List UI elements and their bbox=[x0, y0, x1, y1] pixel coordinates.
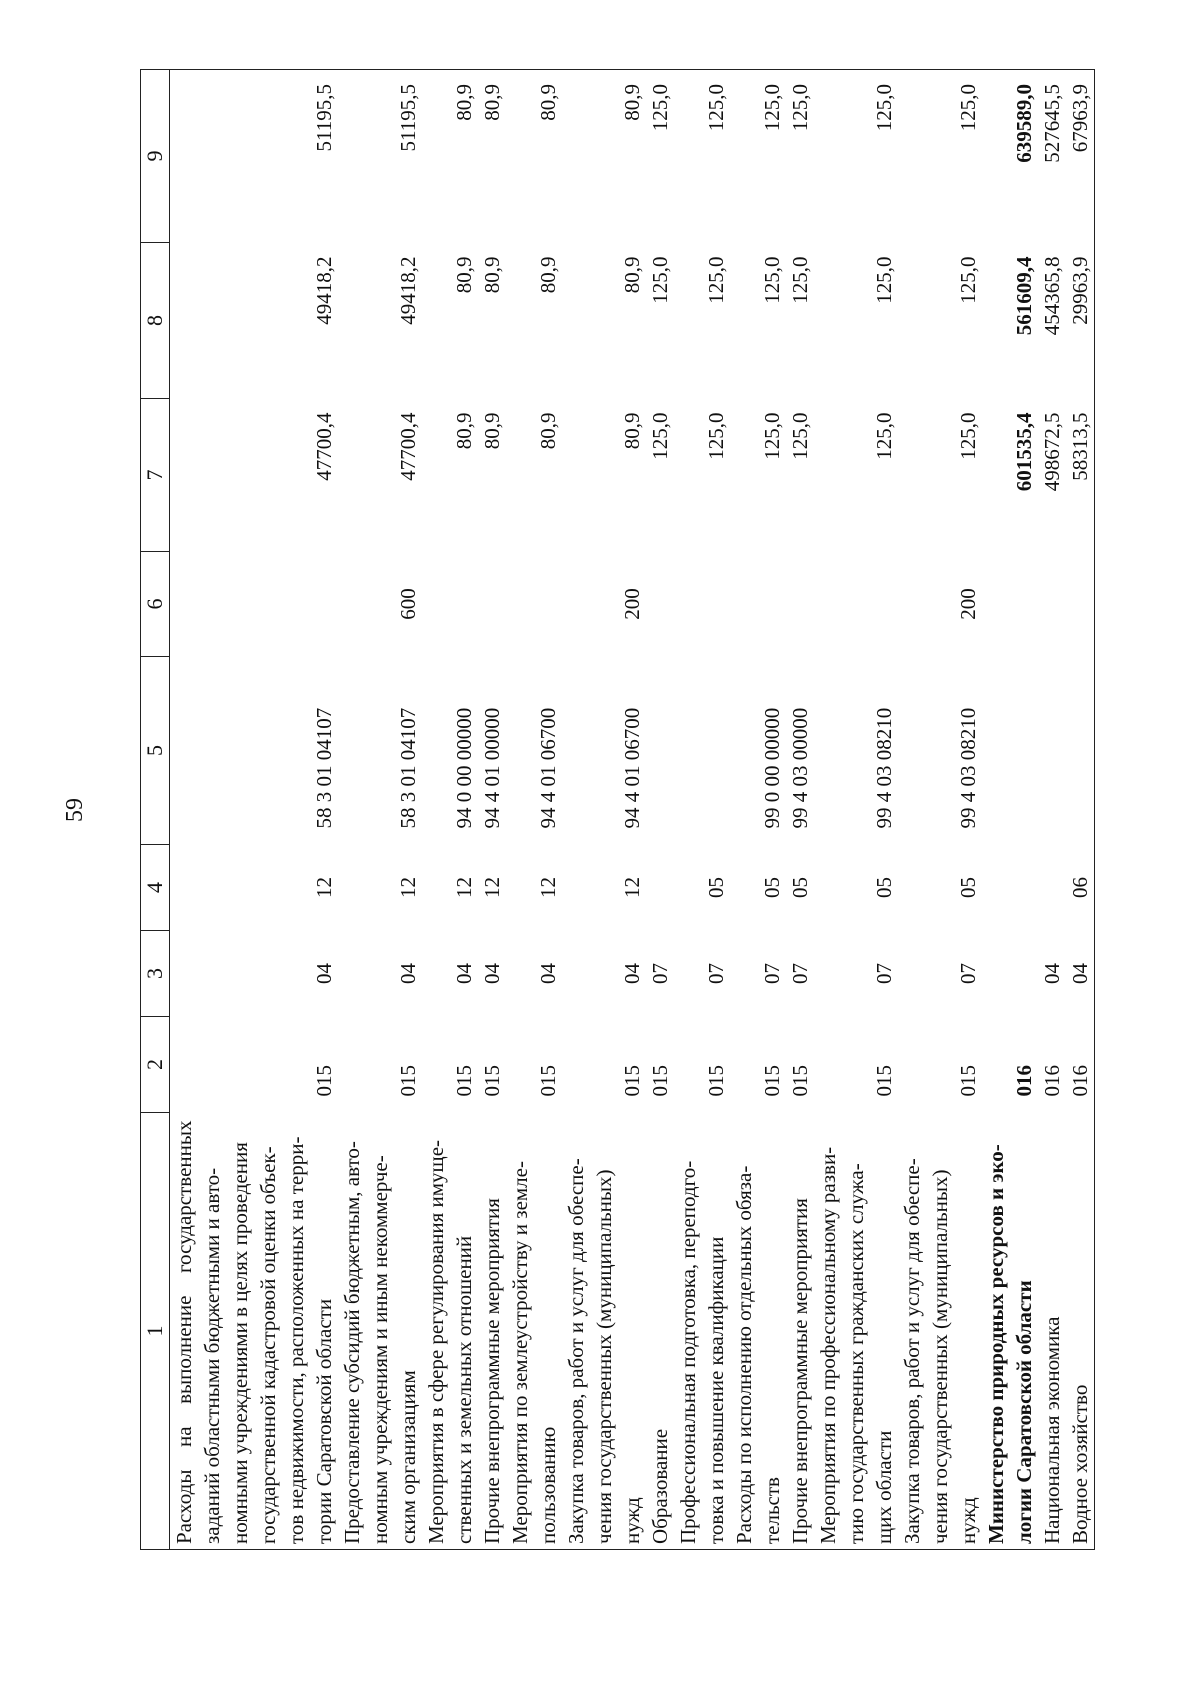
description-line: логии Саратовской области bbox=[1012, 1280, 1036, 1544]
cell-col-3 bbox=[982, 931, 1038, 1017]
cell-col-4 bbox=[1038, 845, 1095, 931]
cell-value: 600 bbox=[396, 588, 420, 620]
cell-value bbox=[1066, 556, 1094, 653]
cell-col-3 bbox=[338, 931, 422, 1017]
cell-col-4 bbox=[898, 845, 982, 931]
cell-value: 639589,0 bbox=[1012, 84, 1036, 163]
cell-col-5 bbox=[422, 657, 506, 845]
row-description bbox=[562, 1113, 674, 1550]
cell-value: 125,0 bbox=[788, 412, 812, 460]
cell-value: 125,0 bbox=[704, 84, 728, 132]
cell-value: 80,9 bbox=[480, 84, 504, 121]
cell-value: 80,9 bbox=[536, 412, 560, 450]
cell-value: 015 bbox=[396, 1065, 420, 1097]
cell-value: 015 bbox=[536, 1065, 560, 1097]
cell-col-5 bbox=[674, 657, 730, 845]
cell-col-7 bbox=[338, 399, 422, 552]
cell-value: 125,0 bbox=[956, 412, 980, 460]
cell-value: 12 bbox=[480, 877, 504, 898]
cell-col-4 bbox=[170, 845, 339, 931]
cell-value: 58 3 01 04107 bbox=[312, 707, 336, 829]
cell-value: 125,0 bbox=[872, 256, 896, 304]
cell-value: 015 bbox=[956, 1065, 980, 1097]
description-line: нужд bbox=[620, 1497, 644, 1544]
description-line: Образование bbox=[648, 1428, 672, 1544]
cell-value: 015 bbox=[788, 1065, 812, 1097]
budget-table bbox=[140, 69, 1095, 1550]
cell-col-4 bbox=[422, 845, 506, 931]
description-line: щих области bbox=[872, 1430, 896, 1544]
cell-value: 07 bbox=[956, 963, 980, 984]
cell-value: 454365,8 bbox=[1040, 256, 1064, 336]
description-line: номными учреждениями в целях проведения bbox=[228, 1142, 252, 1544]
cell-value: 94 0 00 00000 bbox=[452, 707, 476, 829]
table-row bbox=[506, 70, 562, 1550]
cell-col-2 bbox=[562, 1017, 674, 1113]
cell-value: 016 bbox=[1040, 1065, 1064, 1097]
cell-col-5 bbox=[170, 657, 339, 845]
row-description bbox=[674, 1113, 730, 1550]
cell-value bbox=[1010, 849, 1038, 927]
cell-value: 015 bbox=[704, 1065, 728, 1097]
cell-value: 80,9 bbox=[452, 84, 476, 121]
cell-col-2 bbox=[506, 1017, 562, 1113]
cell-col-6 bbox=[898, 552, 982, 657]
cell-col-6 bbox=[982, 552, 1038, 657]
description-line: Министерство природных ресурсов и эко- bbox=[984, 1144, 1008, 1544]
rotated-page bbox=[62, 70, 1175, 1550]
cell-col-5 bbox=[506, 657, 562, 845]
cell-value: 125,0 bbox=[788, 256, 812, 304]
cell-col-8 bbox=[170, 243, 339, 399]
cell-value: 04 bbox=[1040, 963, 1064, 984]
cell-col-7 bbox=[814, 399, 898, 552]
cell-value: 29963,9 bbox=[1068, 256, 1092, 325]
description-line: номным учреждениям и иным некоммерче- bbox=[368, 1155, 392, 1544]
cell-value: 04 bbox=[620, 963, 644, 984]
cell-value: 80,9 bbox=[536, 84, 560, 121]
cell-value: 125,0 bbox=[648, 256, 672, 304]
row-description bbox=[814, 1113, 898, 1550]
cell-value: 12 bbox=[312, 877, 336, 898]
cell-value: 05 bbox=[788, 877, 812, 898]
description-line: Мероприятия по землеустройству и земле- bbox=[508, 1161, 532, 1544]
cell-value: 94 4 01 06700 bbox=[536, 707, 560, 829]
cell-col-8 bbox=[898, 243, 982, 399]
cell-col-7 bbox=[730, 399, 814, 552]
cell-value: 125,0 bbox=[648, 84, 672, 132]
table-row bbox=[422, 70, 506, 1550]
cell-value: 49418,2 bbox=[312, 256, 336, 325]
cell-value: 527645,5 bbox=[1040, 84, 1064, 163]
table-row bbox=[1038, 70, 1095, 1550]
cell-value: 015 bbox=[648, 1065, 672, 1097]
description-line: Закупка товаров, работ и услуг для обеспе- bbox=[900, 1158, 924, 1544]
cell-col-2 bbox=[170, 1017, 339, 1113]
cell-value: 99 4 03 08210 bbox=[956, 707, 980, 829]
cell-value: 016 bbox=[1012, 1065, 1036, 1097]
cell-col-3 bbox=[674, 931, 730, 1017]
cell-value: 601535,4 bbox=[1012, 412, 1036, 492]
cell-col-8 bbox=[814, 243, 898, 399]
cell-value: 58313,5 bbox=[1068, 412, 1092, 481]
cell-col-2 bbox=[730, 1017, 814, 1113]
cell-col-9 bbox=[562, 70, 674, 243]
description-line: Профессиональная подготовка, переподго- bbox=[676, 1160, 700, 1544]
cell-col-9 bbox=[674, 70, 730, 243]
cell-value: 125,0 bbox=[760, 256, 784, 304]
table-row bbox=[814, 70, 898, 1550]
cell-value: 80,9 bbox=[480, 412, 504, 450]
cell-value bbox=[646, 661, 674, 829]
cell-value: 561609,4 bbox=[1012, 256, 1036, 336]
cell-col-5 bbox=[982, 657, 1038, 845]
cell-col-2 bbox=[982, 1017, 1038, 1113]
description-line: чения государственных (муниципальных) bbox=[592, 1169, 616, 1544]
cell-value: 07 bbox=[704, 963, 728, 984]
cell-value: 015 bbox=[872, 1065, 896, 1097]
description-line: чения государственных (муниципальных) bbox=[928, 1169, 952, 1544]
cell-col-3 bbox=[422, 931, 506, 1017]
description-line: нужд bbox=[956, 1497, 980, 1544]
cell-col-2 bbox=[814, 1017, 898, 1113]
cell-value bbox=[1038, 556, 1066, 653]
cell-value bbox=[1010, 661, 1038, 829]
cell-col-5 bbox=[1038, 657, 1095, 845]
cell-col-9 bbox=[898, 70, 982, 243]
cell-col-8 bbox=[1038, 243, 1095, 399]
cell-value: 94 4 01 00000 bbox=[480, 707, 504, 829]
cell-value: 51195,5 bbox=[312, 84, 336, 152]
description-line: товка и повышение квалификации bbox=[704, 1236, 728, 1544]
page-number: 59 bbox=[62, 798, 88, 822]
cell-col-5 bbox=[338, 657, 422, 845]
cell-value bbox=[702, 556, 730, 653]
cell-value: 80,9 bbox=[452, 412, 476, 450]
cell-col-6 bbox=[506, 552, 562, 657]
cell-col-2 bbox=[898, 1017, 982, 1113]
cell-col-5 bbox=[562, 657, 674, 845]
cell-value: 80,9 bbox=[452, 256, 476, 294]
cell-col-7 bbox=[562, 399, 674, 552]
cell-value: 125,0 bbox=[872, 412, 896, 460]
description-line: Мероприятия в сфере регулирования имуще- bbox=[424, 1139, 448, 1544]
cell-value: 06 bbox=[1068, 877, 1092, 898]
cell-value bbox=[786, 556, 814, 653]
cell-col-4 bbox=[562, 845, 674, 931]
description-line: пользованию bbox=[536, 1426, 560, 1544]
cell-value: 125,0 bbox=[788, 84, 812, 132]
cell-value: 04 bbox=[536, 963, 560, 984]
cell-value: 99 4 03 08210 bbox=[872, 707, 896, 829]
cell-col-3 bbox=[506, 931, 562, 1017]
cell-value: 49418,2 bbox=[396, 256, 420, 325]
header-col-8: 8 bbox=[141, 243, 170, 399]
header-col-1: 1 bbox=[141, 1113, 170, 1550]
table-row bbox=[730, 70, 814, 1550]
cell-value: 67963,9 bbox=[1068, 84, 1092, 153]
cell-col-7 bbox=[982, 399, 1038, 552]
table-row bbox=[898, 70, 982, 1550]
cell-col-9 bbox=[338, 70, 422, 243]
cell-value: 51195,5 bbox=[396, 84, 420, 152]
cell-col-9 bbox=[730, 70, 814, 243]
cell-col-3 bbox=[562, 931, 674, 1017]
cell-value: 80,9 bbox=[620, 84, 644, 121]
cell-value: 47700,4 bbox=[396, 412, 420, 481]
cell-value: 125,0 bbox=[760, 84, 784, 132]
table-row bbox=[170, 70, 339, 1550]
description-line: Прочие внепрограммные мероприятия bbox=[480, 1198, 504, 1544]
description-line: ственных и земельных отношений bbox=[452, 1235, 476, 1544]
description-line: Мероприятия по профессиональному разви- bbox=[816, 1146, 840, 1544]
cell-value: 94 4 01 06700 bbox=[620, 707, 644, 829]
table-row bbox=[674, 70, 730, 1550]
cell-col-6 bbox=[338, 552, 422, 657]
cell-value: 015 bbox=[760, 1065, 784, 1097]
cell-value bbox=[450, 556, 478, 653]
cell-value: 04 bbox=[480, 963, 504, 984]
description-line: Закупка товаров, работ и услуг для обеспе- bbox=[564, 1158, 588, 1544]
cell-col-8 bbox=[982, 243, 1038, 399]
cell-value: 05 bbox=[760, 877, 784, 898]
cell-col-8 bbox=[674, 243, 730, 399]
cell-value bbox=[1010, 556, 1038, 653]
cell-col-8 bbox=[562, 243, 674, 399]
cell-col-2 bbox=[674, 1017, 730, 1113]
row-description bbox=[730, 1113, 814, 1550]
cell-value bbox=[534, 556, 562, 653]
cell-col-7 bbox=[1038, 399, 1095, 552]
cell-col-9 bbox=[814, 70, 898, 243]
cell-value: 07 bbox=[648, 963, 672, 984]
cell-col-9 bbox=[170, 70, 339, 243]
cell-value bbox=[702, 661, 730, 829]
cell-value: 99 4 03 00000 bbox=[788, 707, 812, 829]
cell-value bbox=[870, 556, 898, 653]
table-row bbox=[982, 70, 1038, 1550]
header-col-4: 4 bbox=[141, 845, 170, 931]
cell-value: 05 bbox=[872, 877, 896, 898]
row-description bbox=[422, 1113, 506, 1550]
cell-value: 12 bbox=[396, 877, 420, 898]
cell-col-8 bbox=[338, 243, 422, 399]
description-line: Водное хозяйство bbox=[1068, 1384, 1092, 1544]
header-col-7: 7 bbox=[141, 399, 170, 552]
cell-col-8 bbox=[422, 243, 506, 399]
cell-value: 07 bbox=[788, 963, 812, 984]
cell-col-2 bbox=[338, 1017, 422, 1113]
cell-col-6 bbox=[562, 552, 674, 657]
cell-value: 07 bbox=[872, 963, 896, 984]
cell-col-5 bbox=[814, 657, 898, 845]
cell-value: 015 bbox=[312, 1065, 336, 1097]
cell-col-5 bbox=[898, 657, 982, 845]
cell-col-7 bbox=[674, 399, 730, 552]
cell-value: 125,0 bbox=[956, 84, 980, 132]
cell-value: 04 bbox=[1068, 963, 1092, 984]
cell-col-5 bbox=[730, 657, 814, 845]
cell-value: 015 bbox=[620, 1065, 644, 1097]
cell-col-6 bbox=[814, 552, 898, 657]
cell-col-7 bbox=[506, 399, 562, 552]
cell-value: 04 bbox=[312, 963, 336, 984]
cell-col-6 bbox=[170, 552, 339, 657]
header-col-5: 5 bbox=[141, 657, 170, 845]
cell-value: 125,0 bbox=[872, 84, 896, 132]
cell-value: 125,0 bbox=[760, 412, 784, 460]
row-description bbox=[338, 1113, 422, 1550]
cell-value: 80,9 bbox=[620, 412, 644, 450]
cell-col-6 bbox=[422, 552, 506, 657]
cell-col-4 bbox=[506, 845, 562, 931]
cell-value bbox=[478, 556, 506, 653]
description-line: тов недвижимости, расположенных на терри- bbox=[284, 1136, 308, 1544]
cell-value: 58 3 01 04107 bbox=[396, 707, 420, 829]
cell-col-4 bbox=[814, 845, 898, 931]
cell-col-7 bbox=[422, 399, 506, 552]
row-description bbox=[506, 1113, 562, 1550]
table-row bbox=[562, 70, 674, 1550]
cell-col-4 bbox=[982, 845, 1038, 931]
cell-col-8 bbox=[506, 243, 562, 399]
cell-value: 200 bbox=[956, 588, 980, 620]
cell-value bbox=[1038, 661, 1066, 829]
cell-col-2 bbox=[422, 1017, 506, 1113]
header-row bbox=[141, 70, 170, 1550]
cell-value: 80,9 bbox=[536, 256, 560, 294]
cell-value: 125,0 bbox=[648, 412, 672, 460]
row-description bbox=[982, 1113, 1038, 1550]
description-line: Национальная экономика bbox=[1040, 1316, 1064, 1544]
cell-value: 498672,5 bbox=[1040, 412, 1064, 492]
cell-col-9 bbox=[422, 70, 506, 243]
cell-col-9 bbox=[506, 70, 562, 243]
cell-value: 04 bbox=[452, 963, 476, 984]
cell-value: 015 bbox=[452, 1065, 476, 1097]
row-description bbox=[170, 1113, 339, 1550]
cell-value: 99 0 00 00000 bbox=[760, 707, 784, 829]
cell-col-2 bbox=[1038, 1017, 1095, 1113]
cell-col-8 bbox=[730, 243, 814, 399]
cell-value bbox=[1010, 935, 1038, 1013]
cell-col-7 bbox=[898, 399, 982, 552]
header-col-6: 6 bbox=[141, 552, 170, 657]
cell-col-4 bbox=[674, 845, 730, 931]
header-col-9: 9 bbox=[141, 70, 170, 243]
cell-col-3 bbox=[898, 931, 982, 1017]
cell-value bbox=[310, 556, 338, 653]
cell-value: 05 bbox=[704, 877, 728, 898]
cell-col-7 bbox=[170, 399, 339, 552]
cell-value: 05 bbox=[956, 877, 980, 898]
cell-value: 125,0 bbox=[704, 256, 728, 304]
cell-value: 80,9 bbox=[620, 256, 644, 294]
cell-col-6 bbox=[730, 552, 814, 657]
cell-col-6 bbox=[674, 552, 730, 657]
description-line: Расходы по исполнению отдельных обяза- bbox=[732, 1165, 756, 1544]
row-description bbox=[1038, 1113, 1095, 1550]
cell-value: 12 bbox=[536, 877, 560, 898]
cell-col-3 bbox=[170, 931, 339, 1017]
cell-value: 125,0 bbox=[956, 256, 980, 304]
cell-value: 80,9 bbox=[480, 256, 504, 294]
description-line: государственной кадастровой оценки объек- bbox=[256, 1146, 280, 1544]
header-col-3: 3 bbox=[141, 931, 170, 1017]
description-line: ским организациям bbox=[396, 1370, 420, 1544]
cell-value: 12 bbox=[452, 877, 476, 898]
description-line: тории Саратовской области bbox=[312, 1298, 336, 1544]
cell-value bbox=[646, 849, 674, 927]
header-col-2: 2 bbox=[141, 1017, 170, 1113]
cell-value: 47700,4 bbox=[312, 412, 336, 481]
cell-value: 12 bbox=[620, 877, 644, 898]
cell-col-3 bbox=[814, 931, 898, 1017]
cell-value bbox=[1066, 661, 1094, 829]
cell-value bbox=[1038, 849, 1066, 927]
cell-col-9 bbox=[1038, 70, 1095, 243]
cell-col-6 bbox=[1038, 552, 1095, 657]
cell-value: 015 bbox=[480, 1065, 504, 1097]
description-line: Предоставление субсидий бюджетным, авто- bbox=[340, 1141, 364, 1544]
cell-value bbox=[758, 556, 786, 653]
cell-value: 04 bbox=[396, 963, 420, 984]
cell-col-4 bbox=[338, 845, 422, 931]
cell-col-3 bbox=[730, 931, 814, 1017]
description-line: тельств bbox=[760, 1477, 784, 1544]
cell-col-4 bbox=[730, 845, 814, 931]
cell-value: 200 bbox=[620, 588, 644, 620]
cell-value: 07 bbox=[760, 963, 784, 984]
cell-col-3 bbox=[1038, 931, 1095, 1017]
description-line: Расходы на выполнение государственных заданий областными бюджетными и авто- bbox=[172, 1120, 224, 1544]
description-line: Прочие внепрограммные мероприятия bbox=[788, 1198, 812, 1544]
row-description bbox=[898, 1113, 982, 1550]
description-line: тию государственных гражданских служа- bbox=[844, 1163, 868, 1544]
table-row bbox=[338, 70, 422, 1550]
cell-value bbox=[646, 556, 674, 653]
cell-value: 125,0 bbox=[704, 412, 728, 460]
cell-value: 016 bbox=[1068, 1065, 1092, 1097]
cell-col-9 bbox=[982, 70, 1038, 243]
